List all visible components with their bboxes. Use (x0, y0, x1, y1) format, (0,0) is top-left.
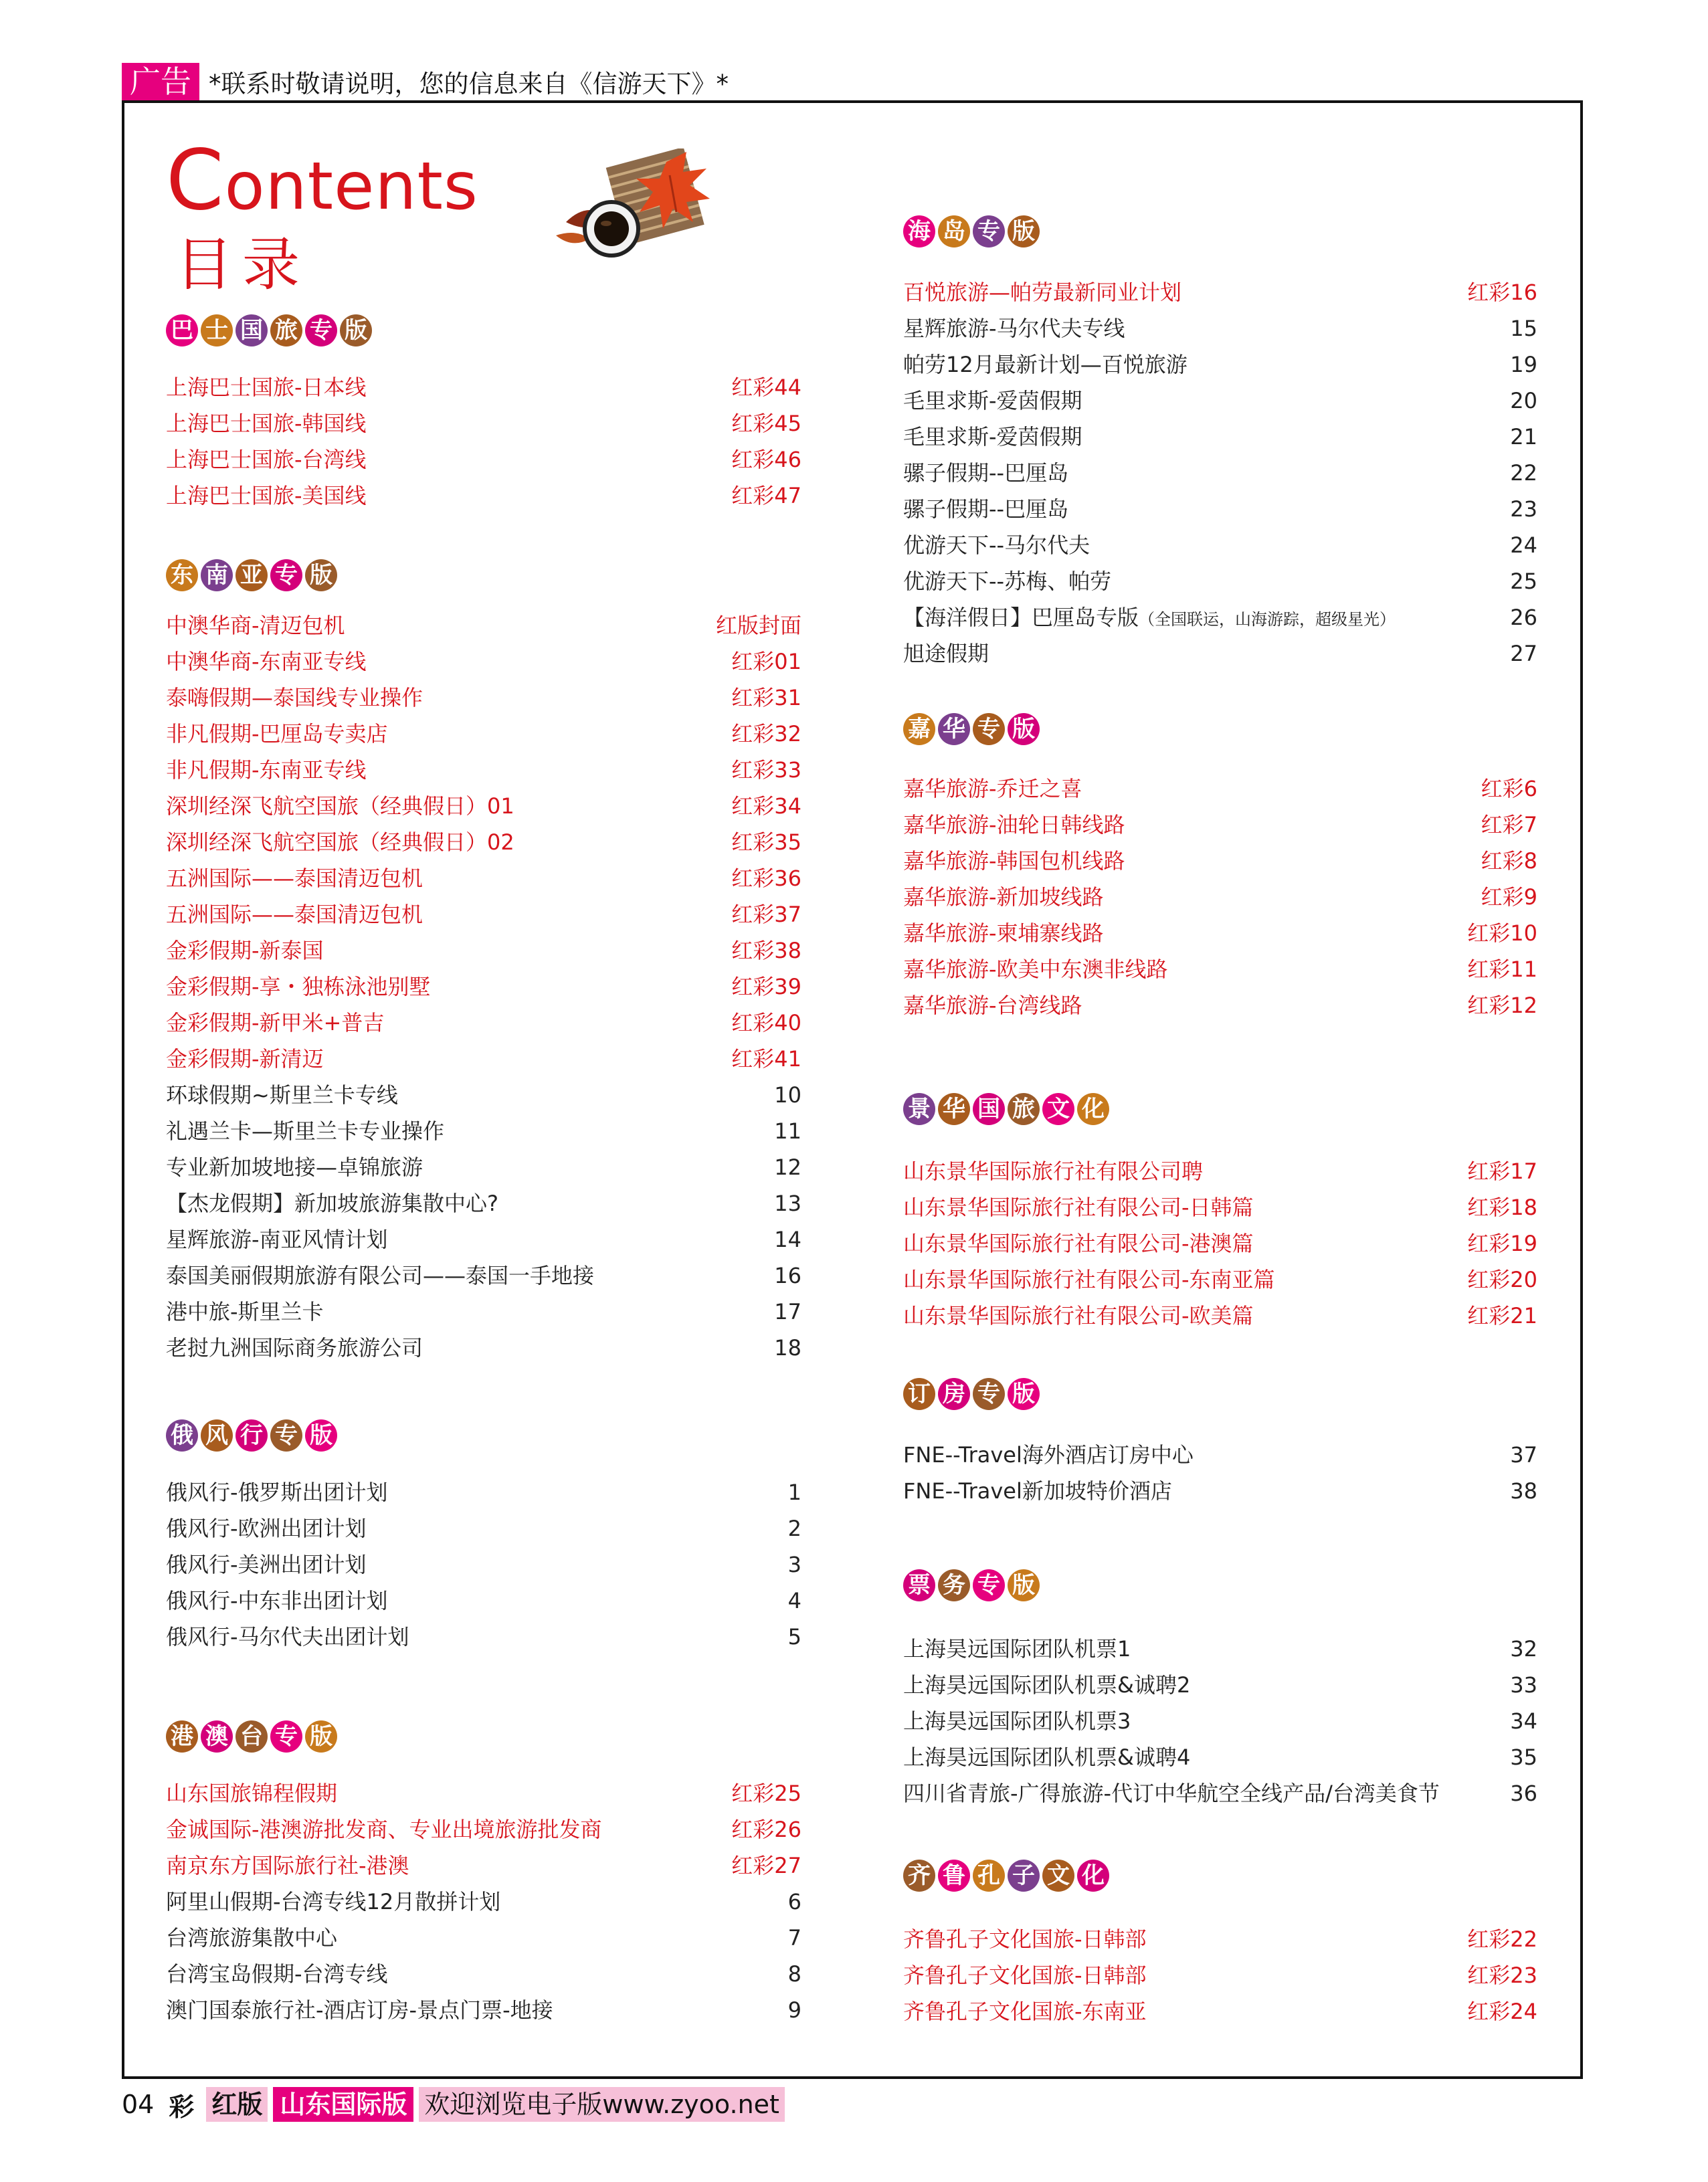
toc-entry[interactable] (166, 1185, 801, 1221)
toc-entry[interactable] (903, 1703, 1537, 1739)
toc-entry[interactable] (166, 1113, 801, 1149)
toc-entry[interactable] (903, 419, 1537, 455)
toc-entry-page: 红彩32 (731, 721, 801, 747)
toc-entry-page: 红彩20 (1467, 1267, 1537, 1292)
toc-entry-page: 红彩38 (731, 938, 801, 963)
toc-entry-label: 非凡假期-巴厘岛专卖店 (166, 721, 388, 747)
section-title-char: 士 (201, 314, 233, 346)
toc-entry-page: 8 (787, 1961, 801, 1987)
toc-entry-page: 2 (787, 1516, 801, 1541)
source-notice: *联系时敬请说明，您的信息来自《信游天下》* (209, 70, 729, 98)
toc-entry[interactable] (166, 1811, 801, 1848)
toc-entry[interactable] (903, 383, 1537, 419)
toc-entry[interactable] (903, 771, 1537, 807)
toc-entry-label: 骡子假期--巴厘岛 (903, 460, 1069, 486)
toc-entry[interactable] (903, 527, 1537, 563)
toc-entry-label: FNE--Travel海外酒店订房中心 (903, 1442, 1194, 1468)
section-title-char: 澳 (201, 1720, 233, 1753)
edition-badge: 红版 (206, 2087, 268, 2122)
section-title-char: 鲁 (938, 1860, 970, 1892)
toc-entry-label: 嘉华旅游-油轮日韩线路 (903, 812, 1125, 837)
toc-entry-label-wrap (903, 599, 1396, 637)
toc-entry-label: 深圳经深飞航空国旅（经典假日）01 (166, 793, 514, 819)
toc-entry-label: 齐鲁孔子文化国旅-日韩部 (903, 1926, 1147, 1952)
section-title (903, 1093, 1109, 1125)
toc-entry-page: 24 (1510, 532, 1537, 558)
toc-entry-label: 五洲国际——泰国清迈包机 (166, 902, 423, 927)
ad-badge: 广告 (122, 63, 199, 100)
section-title-char: 版 (305, 1720, 337, 1753)
section-title-char: 旅 (1008, 1093, 1040, 1125)
toc-entry-label: 俄风行-中东非出团计划 (166, 1588, 388, 1613)
toc-entry-label: 中澳华商-清迈包机 (166, 613, 345, 638)
page-number: 04 (122, 2090, 155, 2119)
toc-entry-label: 非凡假期-东南亚专线 (166, 757, 367, 783)
toc-entry[interactable] (166, 1149, 801, 1185)
section-title-char: 文 (1042, 1860, 1074, 1892)
toc-entry-page: 红彩26 (731, 1817, 801, 1842)
section-title-char: 俄 (166, 1419, 198, 1452)
toc-entry-page: 红彩19 (1467, 1231, 1537, 1256)
toc-entry[interactable] (166, 478, 801, 514)
section-title (903, 713, 1040, 745)
toc-entry-page: 红彩44 (731, 375, 801, 400)
toc-entry-label: 台湾宝岛假期-台湾专线 (166, 1961, 388, 1987)
toc-entry[interactable] (166, 1992, 801, 2028)
section-title-char: 专 (973, 1378, 1005, 1410)
section-title-char: 版 (1008, 215, 1040, 247)
toc-entry-label: 专业新加坡地接—卓锦旅游 (166, 1155, 423, 1180)
toc-entry-label: 齐鲁孔子文化国旅-日韩部 (903, 1963, 1147, 1988)
toc-entry-page: 34 (1510, 1708, 1537, 1734)
toc-entry-label: 嘉华旅游-柬埔寨线路 (903, 920, 1104, 946)
toc-entry-label: 优游天下--马尔代夫 (903, 532, 1090, 558)
toc-entry-page: 红彩27 (731, 1853, 801, 1878)
toc-entry-page: 红彩31 (731, 685, 801, 710)
toc-entry-page: 红彩8 (1481, 848, 1537, 874)
toc-entry-page: 红彩40 (731, 1010, 801, 1035)
toc-entry-page: 4 (787, 1588, 801, 1613)
toc-entry-label: 五洲国际——泰国清迈包机 (166, 866, 423, 891)
toc-entry-page: 33 (1510, 1672, 1537, 1698)
toc-entry[interactable] (166, 1221, 801, 1258)
section-title-char: 东 (166, 559, 198, 591)
toc-entry[interactable] (903, 1153, 1537, 1189)
page-footer (122, 2087, 785, 2122)
toc-entry-label: 金彩假期-新甲米+普吉 (166, 1010, 385, 1035)
toc-entry[interactable] (166, 932, 801, 969)
toc-entry-label: 上海昊远国际团队机票1 (903, 1636, 1131, 1662)
toc-entry-label: 金彩假期-新清迈 (166, 1046, 324, 1072)
toc-entry-page: 6 (787, 1889, 801, 1914)
toc-entry-page: 红彩9 (1481, 884, 1537, 910)
coffee-leaves-illustration (553, 148, 720, 269)
section-title-char: 华 (938, 1093, 970, 1125)
toc-entry[interactable] (166, 1041, 801, 1077)
toc-entry[interactable] (903, 879, 1537, 915)
toc-entry[interactable] (166, 1956, 801, 1992)
section-title-char: 景 (903, 1093, 935, 1125)
toc-entry-page: 红彩35 (731, 829, 801, 855)
toc-entry-label: 上海巴士国旅-美国线 (166, 483, 367, 508)
toc-entry-label: FNE--Travel新加坡特价酒店 (903, 1478, 1172, 1504)
section-title-char: 版 (1008, 1378, 1040, 1410)
toc-entry-label: 泰国美丽假期旅游有限公司——泰国一手地接 (166, 1263, 595, 1288)
region-badge: 山东国际版 (273, 2087, 413, 2122)
toc-entry[interactable] (903, 1473, 1537, 1509)
section-title-char: 国 (235, 314, 268, 346)
toc-entry[interactable] (903, 1921, 1537, 1957)
toc-entry[interactable] (166, 1077, 801, 1113)
toc-entry[interactable] (903, 274, 1537, 310)
section-title-char: 孔 (973, 1860, 1005, 1892)
toc-entry-page: 38 (1510, 1478, 1537, 1504)
toc-entry[interactable] (166, 405, 801, 441)
section-title-char: 专 (270, 1720, 302, 1753)
toc-entry-label: 澳门国泰旅行社-酒店订房-景点门票-地接 (166, 1997, 553, 2023)
toc-entry-page: 红彩18 (1467, 1195, 1537, 1220)
toc-entry-page: 12 (774, 1155, 801, 1180)
section-title-char: 版 (340, 314, 372, 346)
toc-entry-page: 13 (774, 1191, 801, 1216)
toc-entry-label: 嘉华旅游-乔迁之喜 (903, 776, 1082, 801)
toc-entry-page: 红彩7 (1481, 812, 1537, 837)
section-title-char: 版 (305, 559, 337, 591)
toc-entry-label: 环球假期~斯里兰卡专线 (166, 1082, 398, 1108)
toc-entry[interactable] (166, 1510, 801, 1547)
toc-entry-page: 18 (774, 1335, 801, 1361)
toc-entry-label: 百悦旅游—帕劳最新同业计划 (903, 280, 1182, 305)
toc-entry-label: 上海巴士国旅-日本线 (166, 375, 367, 400)
toc-entry-label: 上海昊远国际团队机票3 (903, 1708, 1131, 1734)
toc-entry-label: 泰嗨假期—泰国线专业操作 (166, 685, 423, 710)
section-title-char: 化 (1077, 1093, 1109, 1125)
toc-entry-label: 优游天下--苏梅、帕劳 (903, 569, 1112, 594)
section-title-char: 专 (270, 1419, 302, 1452)
toc-entry-page: 19 (1510, 352, 1537, 377)
toc-entry[interactable] (903, 1993, 1537, 2029)
toc-entry[interactable] (903, 951, 1537, 987)
toc-entry-label: 俄风行-欧洲出团计划 (166, 1516, 367, 1541)
section-title (903, 1860, 1109, 1892)
toc-entry-label: 山东景华国际旅行社有限公司-东南亚篇 (903, 1267, 1275, 1292)
toc-entry-page: 红彩12 (1467, 993, 1537, 1018)
toc-entry[interactable] (166, 1294, 801, 1330)
toc-entry-page: 红彩21 (1467, 1303, 1537, 1328)
toc-entry-label: 上海昊远国际团队机票&诚聘4 (903, 1745, 1191, 1770)
section-title-char: 华 (938, 713, 970, 745)
section-title-char: 务 (938, 1569, 970, 1601)
toc-entry-label: 嘉华旅游-台湾线路 (903, 993, 1082, 1018)
section-title-char: 亚 (235, 559, 268, 591)
section-title (166, 314, 372, 346)
toc-entry[interactable] (903, 1437, 1537, 1473)
toc-entry-page: 10 (774, 1082, 801, 1108)
toc-entry-page: 32 (1510, 1636, 1537, 1662)
toc-entry[interactable] (903, 1262, 1537, 1298)
toc-entry-page: 红彩46 (731, 447, 801, 472)
toc-entry[interactable] (166, 1619, 801, 1655)
toc-entry-page: 红彩39 (731, 974, 801, 999)
ad-header (122, 63, 729, 100)
toc-entry[interactable] (166, 1920, 801, 1956)
toc-entry-label: 星辉旅游-南亚风情计划 (166, 1227, 388, 1252)
section-title-char: 专 (270, 559, 302, 591)
section-title-char: 版 (1008, 1569, 1040, 1601)
section-title-char: 版 (1008, 713, 1040, 745)
toc-entry-label: 嘉华旅游-韩国包机线路 (903, 848, 1125, 874)
toc-entry-page: 红彩37 (731, 902, 801, 927)
section-title-char: 岛 (938, 215, 970, 247)
toc-entry[interactable] (166, 969, 801, 1005)
section-title (903, 215, 1040, 247)
section-title-char: 海 (903, 215, 935, 247)
toc-entry-label: 【杰龙假期】新加坡旅游集散中心? (166, 1191, 498, 1216)
toc-entry[interactable] (166, 643, 801, 680)
toc-entry-page: 37 (1510, 1442, 1537, 1468)
toc-entry-label: 毛里求斯-爱茵假期 (903, 424, 1082, 450)
toc-entry-page: 红彩6 (1481, 776, 1537, 801)
section-title-char: 嘉 (903, 713, 935, 745)
toc-entry-label: 阿里山假期-台湾专线12月散拼计划 (166, 1889, 501, 1914)
toc-entry[interactable] (166, 824, 801, 860)
toc-entry-page: 红彩47 (731, 483, 801, 508)
toc-entry[interactable] (166, 369, 801, 405)
toc-entry[interactable] (903, 1775, 1537, 1811)
section-title-char: 齐 (903, 1860, 935, 1892)
toc-entry-page: 3 (787, 1552, 801, 1577)
toc-entry-page: 红彩41 (731, 1046, 801, 1072)
section-title-char: 订 (903, 1378, 935, 1410)
toc-entry-page: 11 (774, 1118, 801, 1144)
section-title-char: 旅 (270, 314, 302, 346)
toc-entry[interactable] (166, 607, 801, 643)
section-title-char: 化 (1077, 1860, 1109, 1892)
toc-entry-page: 红彩17 (1467, 1159, 1537, 1184)
toc-entry-label: 齐鲁孔子文化国旅-东南亚 (903, 1999, 1147, 2024)
toc-entry[interactable] (166, 1474, 801, 1510)
toc-entry-page: 36 (1510, 1781, 1537, 1806)
toc-entry-label: 上海巴士国旅-韩国线 (166, 411, 367, 436)
toc-entry[interactable] (166, 680, 801, 716)
section-title (166, 1419, 337, 1452)
toc-entry-label: 山东国旅锦程假期 (166, 1781, 338, 1806)
toc-entry-label: 山东景华国际旅行社有限公司-欧美篇 (903, 1303, 1254, 1328)
toc-entry-page: 红彩22 (1467, 1926, 1537, 1952)
toc-entry-page: 红彩10 (1467, 920, 1537, 946)
contents-title-rest: ontents (224, 148, 478, 225)
toc-entry-label: 【海洋假日】巴厘岛专版 (903, 605, 1139, 630)
section-title-char: 票 (903, 1569, 935, 1601)
toc-entry[interactable] (166, 860, 801, 896)
toc-entry-page: 9 (787, 1997, 801, 2023)
toc-entry-label: 上海巴士国旅-台湾线 (166, 447, 367, 472)
toc-entry-page: 红彩24 (1467, 1999, 1537, 2024)
toc-entry-page: 红彩34 (731, 793, 801, 819)
site-link[interactable]: 欢迎浏览电子版www.zyoo.net (419, 2087, 785, 2122)
toc-entry[interactable] (903, 1298, 1537, 1334)
toc-entry[interactable] (903, 563, 1537, 599)
section-title-char: 国 (973, 1093, 1005, 1125)
toc-entry-note: （全国联运，山海游踪，超级星光） (1139, 610, 1396, 629)
toc-entry-page: 15 (1510, 316, 1537, 341)
toc-entry[interactable] (166, 1583, 801, 1619)
toc-entry-page: 红彩01 (731, 649, 801, 674)
toc-entry[interactable] (166, 716, 801, 752)
toc-entry[interactable] (903, 1189, 1537, 1225)
toc-entry-page: 红彩23 (1467, 1963, 1537, 1988)
toc-entry-label: 老挝九洲国际商务旅游公司 (166, 1335, 423, 1361)
toc-entry-page: 22 (1510, 460, 1537, 486)
section-title-char: 巴 (166, 314, 198, 346)
toc-entry-label: 星辉旅游-马尔代夫专线 (903, 316, 1125, 341)
section-title-char: 子 (1008, 1860, 1040, 1892)
toc-entry-page: 26 (1510, 605, 1537, 630)
toc-entry-page: 17 (774, 1299, 801, 1324)
section-title-char: 专 (973, 215, 1005, 247)
toc-entry-label: 金诚国际-港澳游批发商、专业出境旅游批发商 (166, 1817, 602, 1842)
toc-entry[interactable] (166, 1848, 801, 1884)
section-title (166, 1720, 337, 1753)
toc-entry-page: 16 (774, 1263, 801, 1288)
section-title-char: 专 (973, 1569, 1005, 1601)
section-title-char: 南 (201, 559, 233, 591)
section-title-char: 文 (1042, 1093, 1074, 1125)
color-mark: 彩 (169, 2092, 195, 2122)
toc-entry-page: 1 (787, 1480, 801, 1505)
toc-entry[interactable] (903, 1957, 1537, 1993)
section-title-char: 专 (973, 713, 1005, 745)
toc-entry[interactable] (166, 1884, 801, 1920)
section-title (903, 1378, 1040, 1410)
section-title-char: 专 (305, 314, 337, 346)
toc-entry-label: 毛里求斯-爱茵假期 (903, 388, 1082, 413)
section-title-char: 房 (938, 1378, 970, 1410)
toc-entry-label: 山东景华国际旅行社有限公司-日韩篇 (903, 1195, 1254, 1220)
toc-entry-label: 礼遇兰卡—斯里兰卡专业操作 (166, 1118, 445, 1144)
toc-entry-label: 深圳经深飞航空国旅（经典假日）02 (166, 829, 514, 855)
toc-entry[interactable] (166, 1547, 801, 1583)
toc-entry-label: 山东景华国际旅行社有限公司聘 (903, 1159, 1204, 1184)
toc-entry[interactable] (903, 346, 1537, 383)
toc-entry[interactable] (903, 455, 1537, 491)
toc-entry-label: 嘉华旅游-欧美中东澳非线路 (903, 957, 1168, 982)
toc-entry-page: 23 (1510, 496, 1537, 522)
section-title-char: 风 (201, 1419, 233, 1452)
mulu-title: 目录 (175, 231, 309, 298)
toc-entry-label: 台湾旅游集散中心 (166, 1925, 338, 1951)
toc-entry[interactable] (903, 1225, 1537, 1262)
toc-entry-label: 山东景华国际旅行社有限公司-港澳篇 (903, 1231, 1254, 1256)
toc-entry-page: 红彩16 (1467, 280, 1537, 305)
contents-title-initial: C (166, 132, 225, 229)
section-title-char: 台 (235, 1720, 268, 1753)
toc-entry[interactable] (903, 635, 1537, 672)
toc-entry-page: 27 (1510, 641, 1537, 666)
toc-entry-page: 25 (1510, 569, 1537, 594)
toc-entry[interactable] (903, 843, 1537, 879)
section-title-char: 港 (166, 1720, 198, 1753)
toc-entry[interactable] (166, 788, 801, 824)
toc-entry[interactable] (903, 1739, 1537, 1775)
toc-entry-label: 帕劳12月最新计划—百悦旅游 (903, 352, 1188, 377)
toc-entry-label: 金彩假期-享・独栋泳池别墅 (166, 974, 431, 999)
toc-entry[interactable] (903, 1667, 1537, 1703)
toc-entry-label: 金彩假期-新泰国 (166, 938, 324, 963)
toc-entry-label: 中澳华商-东南亚专线 (166, 649, 367, 674)
toc-entry-label: 骡子假期--巴厘岛 (903, 496, 1069, 522)
toc-entry[interactable] (166, 441, 801, 478)
toc-entry[interactable] (903, 491, 1537, 527)
toc-entry[interactable] (903, 310, 1537, 346)
toc-entry[interactable] (903, 1631, 1537, 1667)
toc-entry-label: 南京东方国际旅行社-港澳 (166, 1853, 409, 1878)
section-title (166, 559, 337, 591)
toc-entry-page: 21 (1510, 424, 1537, 450)
toc-entry-page: 红彩33 (731, 757, 801, 783)
toc-entry[interactable] (903, 915, 1537, 951)
section-title (903, 1569, 1040, 1601)
contents-title (166, 132, 478, 229)
toc-entry-page: 14 (774, 1227, 801, 1252)
toc-entry-label: 港中旅-斯里兰卡 (166, 1299, 324, 1324)
toc-entry-label: 旭途假期 (903, 641, 989, 666)
toc-entry-label: 嘉华旅游-新加坡线路 (903, 884, 1104, 910)
toc-entry[interactable] (166, 1005, 801, 1041)
toc-entry-label: 俄风行-马尔代夫出团计划 (166, 1624, 409, 1650)
toc-entry[interactable] (903, 807, 1537, 843)
toc-entry[interactable] (166, 1330, 801, 1366)
toc-entry-label: 四川省青旅-广得旅游-代订中华航空全线产品/台湾美食节 (903, 1781, 1440, 1806)
section-title-char: 行 (235, 1419, 268, 1452)
toc-entry-label: 上海昊远国际团队机票&诚聘2 (903, 1672, 1191, 1698)
toc-entry-page: 35 (1510, 1745, 1537, 1770)
toc-entry[interactable] (166, 752, 801, 788)
toc-entry-page: 红彩25 (731, 1781, 801, 1806)
toc-entry[interactable] (903, 987, 1537, 1023)
toc-entry-page: 红彩36 (731, 866, 801, 891)
toc-entry-label: 俄风行-俄罗斯出团计划 (166, 1480, 388, 1505)
toc-entry-page: 红彩45 (731, 411, 801, 436)
toc-entry[interactable] (166, 896, 801, 932)
section-title-char: 版 (305, 1419, 337, 1452)
toc-entry[interactable] (903, 599, 1537, 635)
toc-entry-page: 7 (787, 1925, 801, 1951)
toc-entry-page: 5 (787, 1624, 801, 1650)
toc-entry-page: 20 (1510, 388, 1537, 413)
toc-entry-label: 俄风行-美洲出团计划 (166, 1552, 367, 1577)
toc-entry-page: 红版封面 (715, 613, 801, 638)
toc-entry[interactable] (166, 1775, 801, 1811)
toc-entry-page: 红彩11 (1467, 957, 1537, 982)
toc-entry[interactable] (166, 1258, 801, 1294)
